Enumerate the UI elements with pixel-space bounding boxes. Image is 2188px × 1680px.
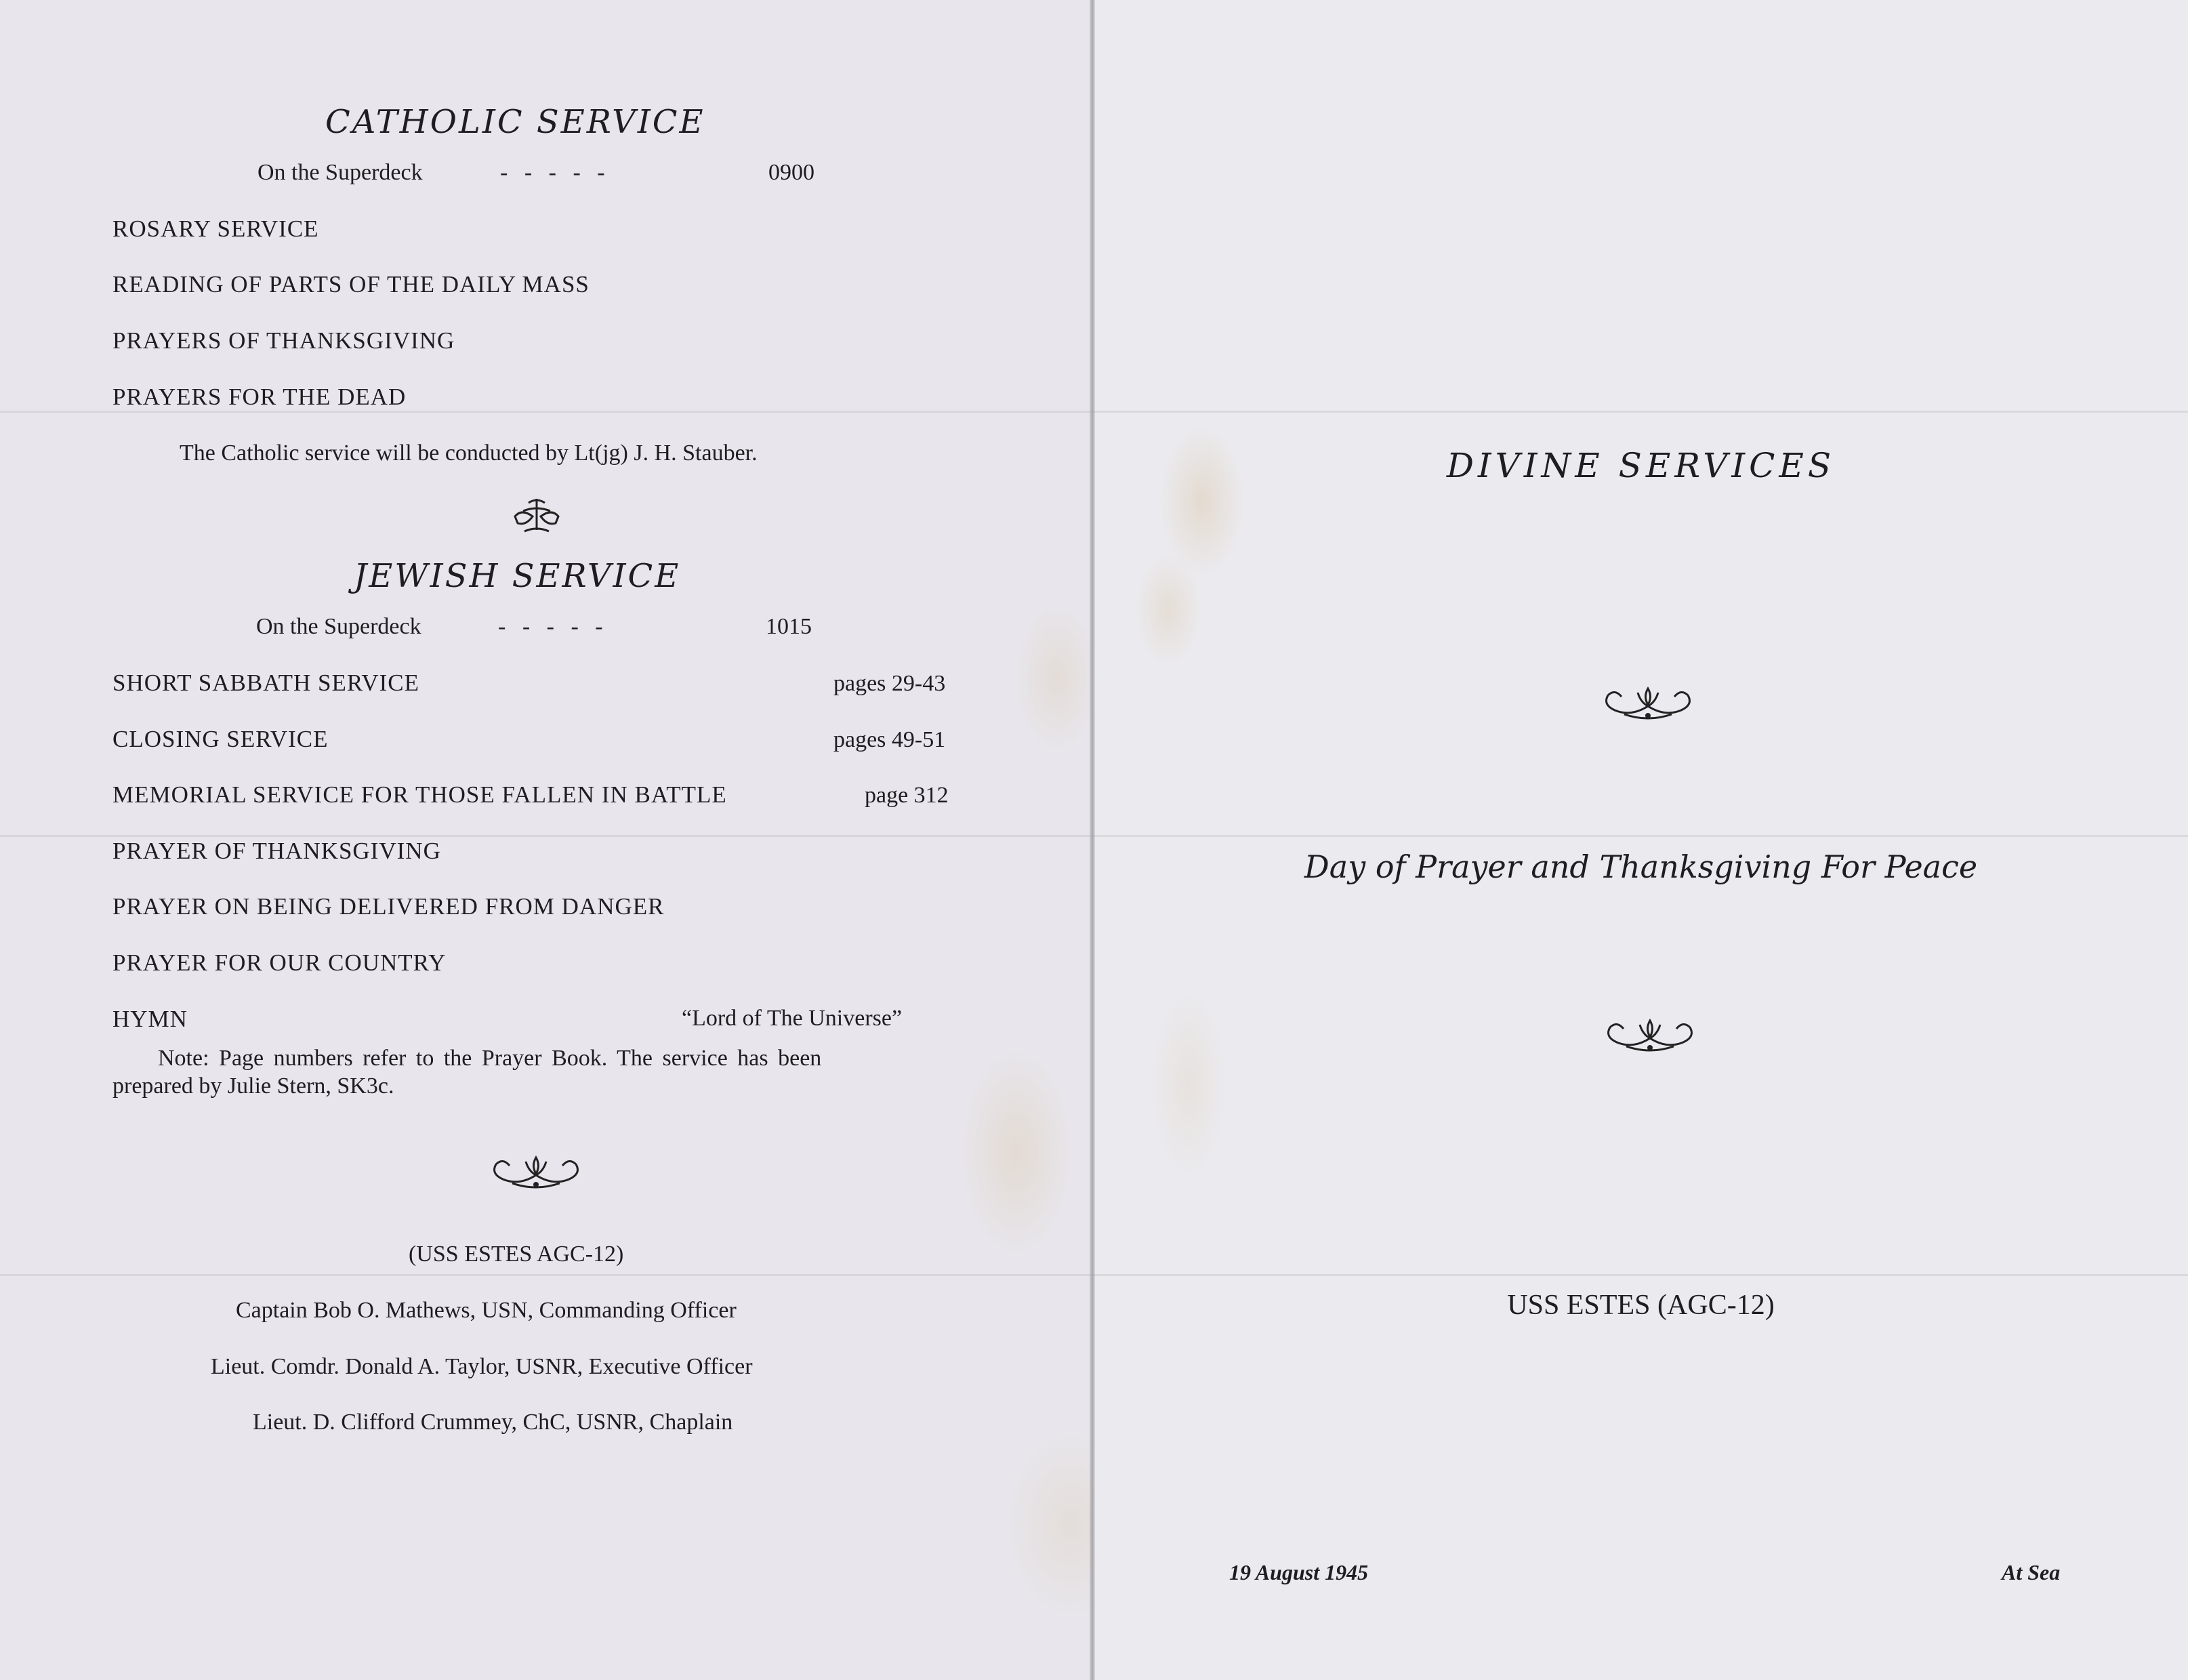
jewish-location: On the Superdeck (256, 614, 421, 639)
horizontal-crease (0, 835, 2188, 837)
jewish-item-label: SHORT SABBATH SERVICE (112, 670, 420, 696)
jewish-item-ref: pages 29-43 (833, 671, 946, 696)
scroll-ornament-icon (1597, 683, 1699, 722)
jewish-note-line1: Note: Page numbers refer to the Prayer Book. The service has been (158, 1046, 822, 1071)
horizontal-crease (0, 1274, 2188, 1276)
jewish-item-label: PRAYER FOR OUR COUNTRY (112, 949, 447, 976)
jewish-dashes: - - - - - (498, 614, 608, 639)
cover-subtitle-text: Day of Prayer and Thanksgiving For Peace (1304, 848, 1978, 885)
catholic-time: 0900 (768, 160, 814, 185)
jewish-time: 1015 (766, 614, 812, 639)
left-page (0, 0, 1092, 1680)
center-fold (1090, 0, 1095, 1680)
cover-date: 19 August 1945 (1229, 1560, 1369, 1584)
scroll-ornament-icon (485, 1152, 587, 1191)
jewish-item-ref: page 312 (865, 783, 949, 808)
jewish-item-ref: “Lord of The Universe” (682, 1006, 903, 1031)
officer-line: Lieut. D. Clifford Crummey, ChC, USNR, Chaplain (253, 1410, 733, 1435)
scroll-ornament-icon (1599, 1015, 1701, 1054)
catholic-conducted: The Catholic service will be conducted by Lt(jg) J. H. Stauber. (180, 441, 758, 466)
catholic-item: READING OF PARTS OF THE DAILY MASS (112, 271, 590, 298)
jewish-item-ref: pages 49-51 (833, 727, 946, 752)
catholic-item: PRAYERS FOR THE DEAD (112, 384, 407, 410)
cover-title-text: DIVINE SERVICES (1446, 446, 1836, 485)
jewish-title: JEWISH SERVICE (354, 557, 681, 595)
officer-line: Captain Bob O. Mathews, USN, Commanding Officer (236, 1298, 737, 1323)
jewish-item-label: PRAYER ON BEING DELIVERED FROM DANGER (112, 893, 665, 920)
jewish-item-label: HYMN (112, 1006, 188, 1032)
catholic-dashes: - - - - - (500, 160, 611, 185)
horizontal-crease (0, 411, 2188, 413)
ship-name: (USS ESTES AGC-12) (409, 1242, 624, 1267)
catholic-item: PRAYERS OF THANKSGIVING (112, 327, 455, 354)
fleur-ornament-icon (512, 496, 561, 535)
catholic-title: CATHOLIC SERVICE (325, 103, 705, 141)
right-page (1094, 0, 2188, 1680)
cover-ship (1094, 1289, 2188, 1322)
jewish-note-line2: prepared by Julie Stern, SK3c. (112, 1073, 394, 1099)
jewish-item-label: CLOSING SERVICE (112, 726, 329, 752)
cover-place: At Sea (2002, 1560, 2061, 1584)
cover-title (1094, 446, 2188, 485)
cover-subtitle (1094, 848, 2188, 885)
jewish-item-label: MEMORIAL SERVICE FOR THOSE FALLEN IN BATTLE (112, 781, 727, 808)
catholic-location: On the Superdeck (257, 160, 423, 185)
catholic-item: ROSARY SERVICE (112, 216, 319, 242)
cover-ship-text: USS ESTES (AGC-12) (1507, 1290, 1775, 1321)
jewish-item-label: PRAYER OF THANKSGIVING (112, 838, 441, 864)
officer-line: Lieut. Comdr. Donald A. Taylor, USNR, Executive Officer (211, 1354, 753, 1379)
